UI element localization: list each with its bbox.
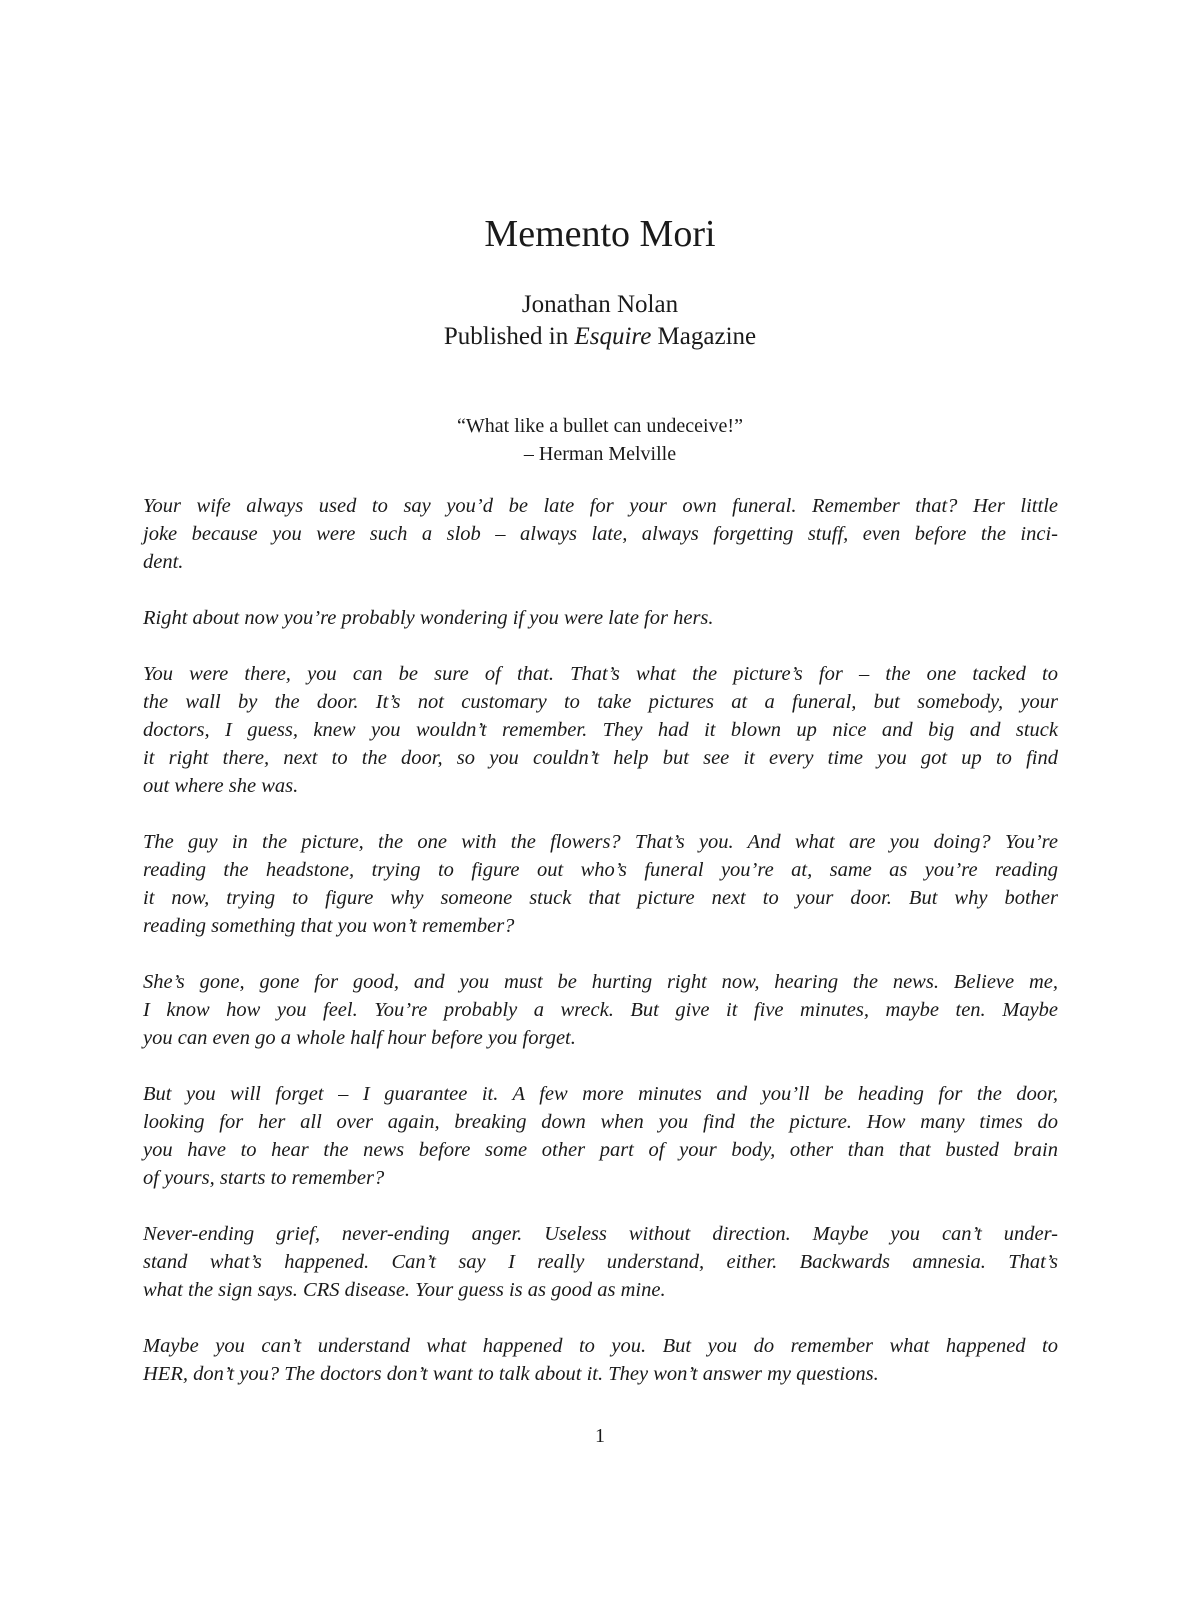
text-line: She’s gone, gone for good, and you must be hurting right now, hearing the news. Believe me, — [143, 971, 1058, 993]
magazine-name: Esquire — [574, 323, 652, 350]
text-line: Never-ending grief, never-ending anger. Useless without direction. Maybe you can’t under- — [143, 1223, 1058, 1245]
paragraph — [143, 1080, 1058, 1192]
text-line: The guy in the picture, the one with the flowers? That’s you. And what are you doing? You’re — [143, 831, 1058, 853]
text-line: Your wife always used to say you’d be late for your own funeral. Remember that? Her little — [143, 495, 1058, 517]
text-line: out where she was. — [143, 775, 299, 797]
paragraph — [143, 828, 1058, 940]
page-number: 1 — [595, 1425, 605, 1447]
text-line: doctors, I guess, knew you wouldn’t remember. They had it blown up nice and big and stuck — [143, 719, 1058, 741]
document-title: Memento Mori — [484, 213, 716, 255]
text-line: I know how you feel. You’re probably a wreck. But give it five minutes, maybe ten. Maybe — [143, 999, 1058, 1021]
paragraph — [143, 1332, 1058, 1388]
text-line: But you will forget – I guarantee it. A few more minutes and you’ll be heading for the door, — [143, 1083, 1058, 1105]
publication-prefix: Published in — [443, 323, 575, 350]
text-line: the wall by the door. It’s not customary to take pictures at a funeral, but somebody, your — [143, 691, 1058, 713]
paragraph — [143, 1220, 1058, 1304]
text-line: stand what’s happened. Can’t say I really understand, either. Backwards amnesia. That’s — [143, 1251, 1058, 1273]
paragraph — [143, 968, 1058, 1052]
author-name: Jonathan Nolan — [521, 291, 679, 318]
text-line: of yours, starts to remember? — [143, 1167, 385, 1189]
text-line: it right there, next to the door, so you couldn’t help but see it every time you got up to find — [143, 747, 1058, 769]
paragraph — [143, 604, 1058, 632]
text-line: dent. — [143, 551, 184, 573]
text-line: reading the headstone, trying to figure out who’s funeral you’re at, same as you’re reading — [143, 859, 1058, 881]
text-line: HER, don’t you? The doctors don’t want to talk about it. They won’t answer my questions. — [143, 1363, 879, 1385]
text-line: you can even go a whole half hour before you forget. — [143, 1027, 576, 1049]
text-line: You were there, you can be sure of that. That’s what the picture’s for – the one tacked to — [143, 663, 1058, 685]
text-line: looking for her all over again, breaking down when you find the picture. How many times do — [143, 1111, 1058, 1133]
text-line: Right about now you’re probably wondering if you were late for hers. — [143, 607, 714, 629]
text-line: what the sign says. CRS disease. Your guess is as good as mine. — [143, 1279, 666, 1301]
epigraph-attribution: – Herman Melville — [523, 443, 677, 465]
text-line: Maybe you can’t understand what happened to you. But you do remember what happened to — [143, 1335, 1058, 1357]
paragraph — [143, 660, 1058, 800]
publication-line — [0, 322, 1200, 352]
text-line: it now, trying to figure why someone stuck that picture next to your door. But why bother — [143, 887, 1058, 909]
body-text — [143, 492, 1058, 1416]
epigraph-quote: “What like a bullet can undeceive!” — [457, 415, 743, 437]
paragraph — [143, 492, 1058, 576]
text-line: joke because you were such a slob – always late, always forgetting stuff, even before the inci- — [143, 523, 1058, 545]
text-line: you have to hear the news before some other part of your body, other than that busted brain — [143, 1139, 1058, 1161]
text-line: reading something that you won’t remember? — [143, 915, 515, 937]
publication-suffix: Magazine — [651, 323, 757, 350]
